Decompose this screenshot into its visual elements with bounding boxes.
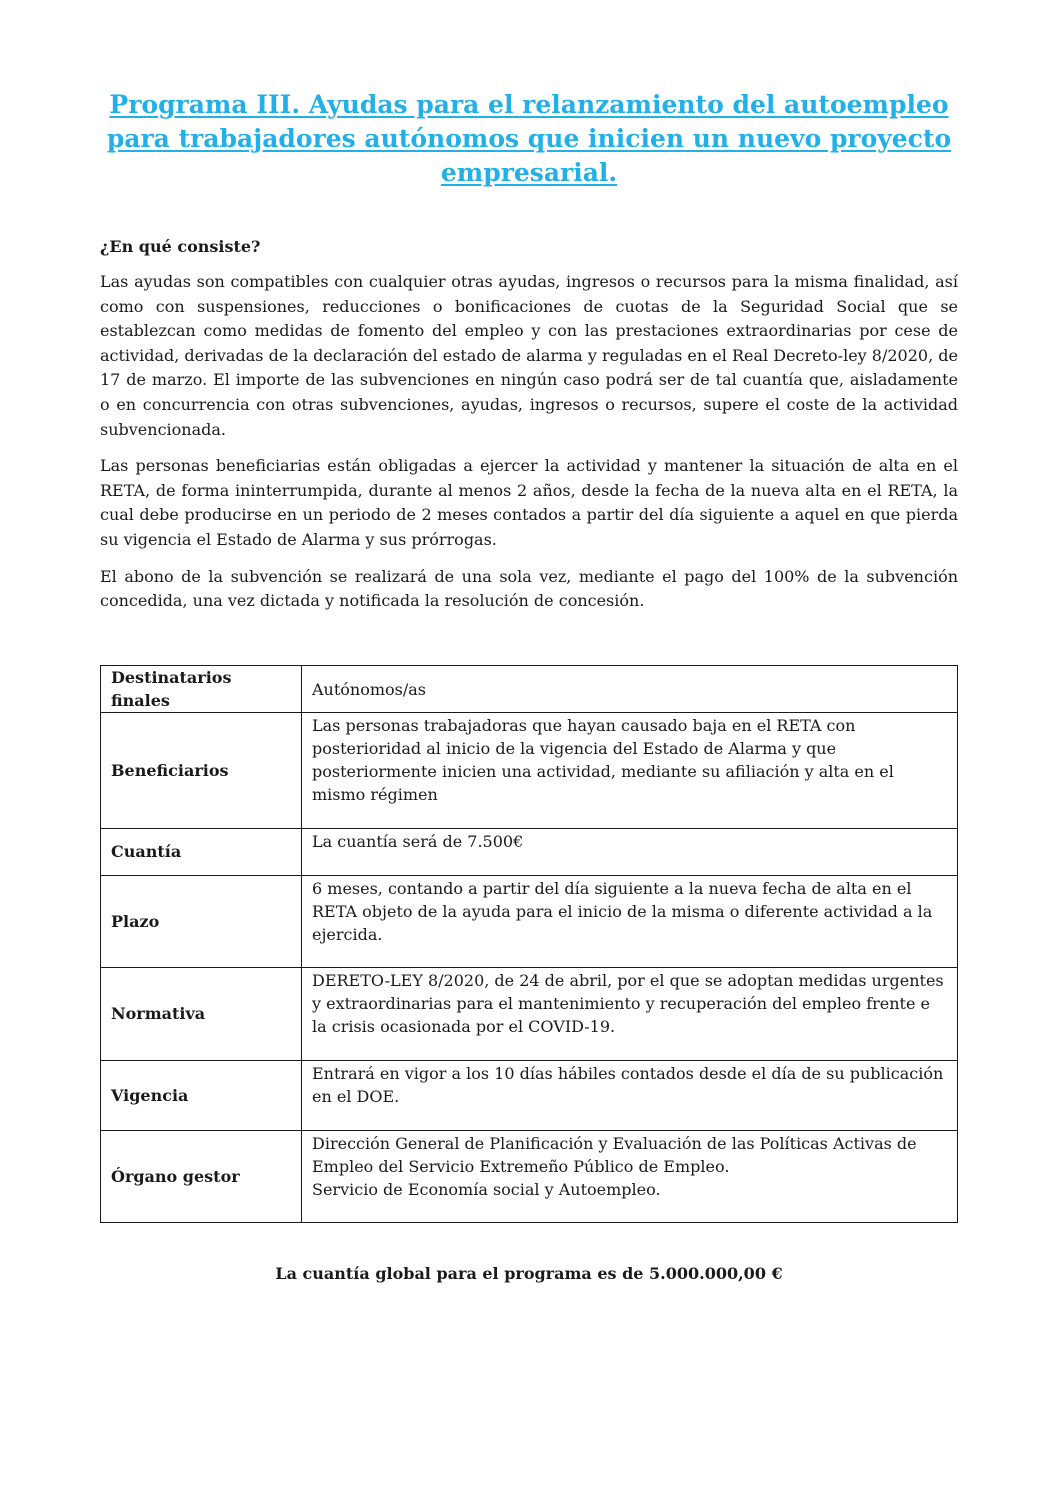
organo-gestor-line-1: Dirección General de Planificación y Evaluación de las Políticas Activas de Empleo del Servicio Extremeño Público de Empleo. — [312, 1133, 917, 1176]
table-row — [101, 967, 958, 1060]
table-key-plazo: Plazo — [101, 875, 302, 967]
table-row — [101, 1130, 958, 1222]
table-key-organo-gestor: Órgano gestor — [101, 1130, 302, 1222]
document-title: Programa III. Ayudas para el relanzamiento del autoempleo para trabajadores autónomos que inicien un nuevo proyecto empresarial. — [106, 90, 952, 187]
table-value-organo-gestor — [302, 1130, 958, 1222]
table-row — [101, 875, 958, 967]
document-page — [100, 88, 958, 1285]
table-row — [101, 712, 958, 828]
table-value-beneficiarios: Las personas trabajadoras que hayan causado baja en el RETA con posterioridad al inicio de la vigencia del Estado de Alarma y que posteriormente inicien una actividad, mediante su afiliación y alta en el mismo régimen — [302, 712, 958, 828]
table-key-destinatarios: Destinatarios finales — [101, 665, 302, 712]
table-value-normativa: DERETO-LEY 8/2020, de 24 de abril, por el que se adoptan medidas urgentes y extraordinarias para el mantenimiento y recuperación del empleo frente e la crisis ocasionada por el COVID-19. — [302, 967, 958, 1060]
table-row — [101, 828, 958, 875]
table-value-plazo: 6 meses, contando a partir del día siguiente a la nueva fecha de alta en el RETA objeto de la ayuda para el inicio de la misma o diferente actividad a la ejercida. — [302, 875, 958, 967]
total-budget-note: La cuantía global para el programa es de 5.000.000,00 € — [275, 1263, 783, 1283]
table-key-vigencia: Vigencia — [101, 1060, 302, 1130]
paragraph-payment: El abono de la subvención se realizará de una sola vez, mediante el pago del 100% de la subvención concedida, una vez dictada y notificada la resolución de concesión. — [100, 566, 958, 611]
table-value-destinatarios: Autónomos/as — [302, 665, 958, 712]
paragraph-compatibility: Las ayudas son compatibles con cualquier otras ayudas, ingresos o recursos para la misma finalidad, así como con suspensiones, reducciones o bonificaciones de cuotas de la Seguridad Social que se establezcan como medidas de fomento del empleo y con las prestaciones extraordinarias por cese de actividad, derivadas de la declaración del estado de alarma y reguladas en el Real Decreto-ley 8/2020, de 17 de marzo. El importe de las subvenciones en ningún caso podrá ser de tal cuantía que, aisladamente o en concurrencia con otras subvenciones, ayudas, ingresos o recursos, supere el coste de la actividad subvencionada. — [100, 272, 958, 439]
table-row — [101, 665, 958, 712]
paragraph-obligations: Las personas beneficiarias están obligadas a ejercer la actividad y mantener la situación de alta en el RETA, de forma ininterrumpida, durante al menos 2 años, desde la fecha de la nueva alta en el RETA, la cual debe producirse en un periodo de 2 meses contados a partir del día siguiente a aquel en que pierda su vigencia el Estado de Alarma y sus prórrogas. — [100, 456, 958, 549]
table-key-beneficiarios: Beneficiarios — [101, 712, 302, 828]
table-value-cuantia: La cuantía será de 7.500€ — [302, 828, 958, 875]
organo-gestor-line-2: Servicio de Economía social y Autoempleo. — [312, 1179, 661, 1199]
table-key-cuantia: Cuantía — [101, 828, 302, 875]
program-info-table — [100, 665, 958, 1223]
table-value-vigencia: Entrará en vigor a los 10 días hábiles contados desde el día de su publicación en el DOE. — [302, 1060, 958, 1130]
table-row — [101, 1060, 958, 1130]
section-heading: ¿En qué consiste? — [100, 237, 261, 256]
table-key-normativa: Normativa — [101, 967, 302, 1060]
